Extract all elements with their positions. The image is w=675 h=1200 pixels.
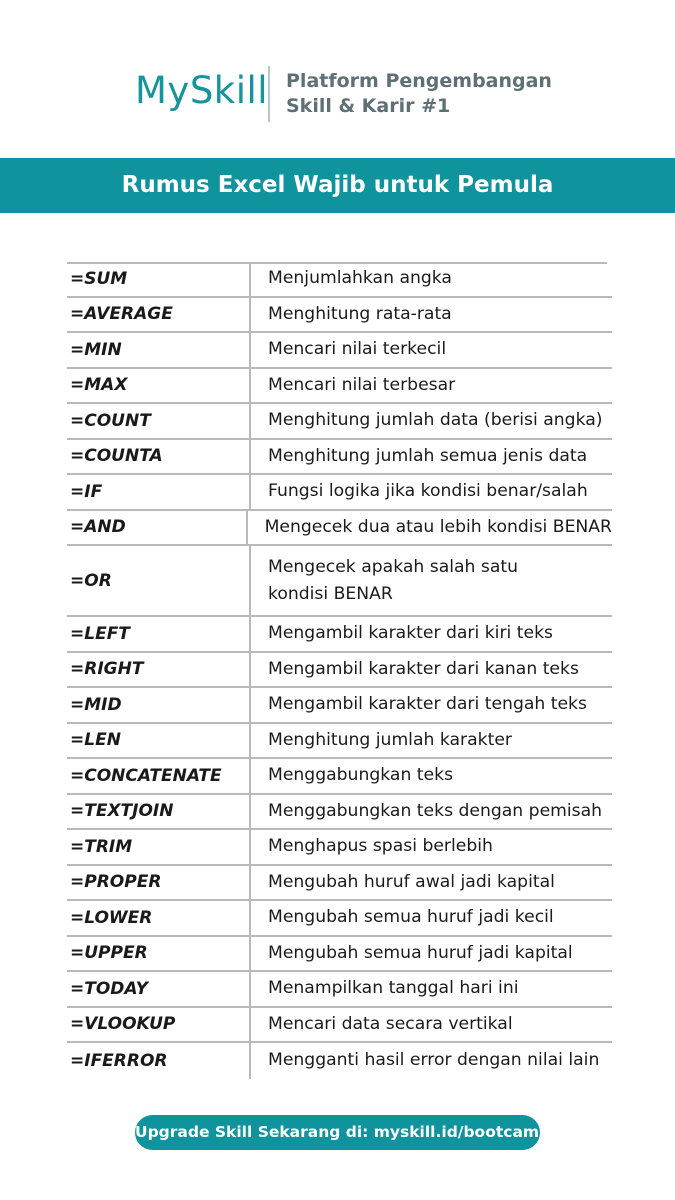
- function-name: =CONCATENATE: [67, 759, 251, 793]
- function-description: Menghitung rata-rata: [268, 303, 452, 324]
- table-row: [67, 262, 612, 298]
- table-row: [67, 475, 612, 511]
- function-description: Menggabungkan teks: [268, 765, 454, 786]
- function-description: Mengambil karakter dari kanan teks: [268, 658, 579, 679]
- function-description: Mengecek dua atau lebih kondisi BENAR: [264, 516, 612, 537]
- header: [0, 62, 675, 122]
- function-name: =COUNTA: [67, 440, 251, 474]
- function-name: =LOWER: [67, 901, 251, 935]
- function-name: =LEN: [67, 724, 251, 758]
- table-row: [67, 830, 612, 866]
- upgrade-skill-cta-button[interactable]: Upgrade Skill Sekarang di: myskill.id/bootcamp: [135, 1115, 540, 1150]
- function-name: =OR: [67, 546, 251, 615]
- function-description: Menampilkan tanggal hari ini: [268, 978, 519, 999]
- function-name: =COUNT: [67, 404, 251, 438]
- function-description: Mengecek apakah salah satu kondisi BENAR: [268, 556, 519, 604]
- table-row: [67, 724, 612, 760]
- function-name: =LEFT: [67, 617, 251, 651]
- myskill-logo[interactable]: MySkill: [135, 69, 269, 112]
- function-description: Mencari nilai terbesar: [268, 374, 456, 395]
- table-row: [67, 759, 612, 795]
- table-row: [67, 440, 612, 476]
- function-description: Mengubah huruf awal jadi kapital: [268, 871, 555, 892]
- table-row: [67, 404, 612, 440]
- function-name: =UPPER: [67, 937, 251, 971]
- tagline-line-1: Platform Pengembangan: [286, 70, 552, 92]
- function-description: Mencari data secara vertikal: [268, 1013, 513, 1034]
- page-title: Rumus Excel Wajib untuk Pemula: [0, 158, 675, 213]
- table-row: [67, 901, 612, 937]
- table-row: [67, 688, 612, 724]
- function-name: =SUM: [67, 262, 251, 296]
- function-description: Mengambil karakter dari tengah teks: [268, 694, 587, 715]
- function-name: =VLOOKUP: [67, 1008, 251, 1042]
- function-description: Mengubah semua huruf jadi kapital: [268, 942, 573, 963]
- function-description: Menjumlahkan angka: [268, 268, 452, 289]
- table-row: [67, 333, 612, 369]
- table-row: [67, 795, 612, 831]
- formula-table: [67, 262, 612, 1079]
- function-name: =AND: [67, 511, 248, 545]
- table-row: [67, 937, 612, 973]
- table-row: [67, 369, 612, 405]
- function-name: =MID: [67, 688, 251, 722]
- table-row: [67, 546, 612, 617]
- tagline: [286, 69, 552, 119]
- function-description: Menggabungkan teks dengan pemisah: [268, 800, 603, 821]
- function-description: Menghitung jumlah data (berisi angka): [268, 410, 603, 431]
- function-name: =TEXTJOIN: [67, 795, 251, 829]
- function-name: =PROPER: [67, 866, 251, 900]
- table-row: [67, 511, 612, 547]
- function-description: Mengganti hasil error dengan nilai lain: [268, 1050, 600, 1071]
- function-name: =IF: [67, 475, 251, 509]
- table-row: [67, 617, 612, 653]
- function-description: Mengubah semua huruf jadi kecil: [268, 907, 554, 928]
- table-row: [67, 1008, 612, 1044]
- function-description: Menghitung jumlah semua jenis data: [268, 445, 588, 466]
- function-name: =TODAY: [67, 972, 251, 1006]
- function-name: =AVERAGE: [67, 298, 251, 332]
- tagline-line-2: Skill & Karir #1: [286, 95, 451, 117]
- function-description: Fungsi logika jika kondisi benar/salah: [268, 481, 588, 502]
- table-row: [67, 653, 612, 689]
- table-row: [67, 866, 612, 902]
- table-row: [67, 1043, 612, 1079]
- function-name: =IFERROR: [67, 1043, 251, 1079]
- table-row: [67, 972, 612, 1008]
- function-name: =MIN: [67, 333, 251, 367]
- function-description: Mengambil karakter dari kiri teks: [268, 623, 553, 644]
- function-description: Mencari nilai terkecil: [268, 339, 447, 360]
- function-description: Menghapus spasi berlebih: [268, 836, 493, 857]
- function-name: =MAX: [67, 369, 251, 403]
- header-divider: [268, 66, 270, 122]
- function-name: =RIGHT: [67, 653, 251, 687]
- function-name: =TRIM: [67, 830, 251, 864]
- table-row: [67, 298, 612, 334]
- function-description: Menghitung jumlah karakter: [268, 729, 512, 750]
